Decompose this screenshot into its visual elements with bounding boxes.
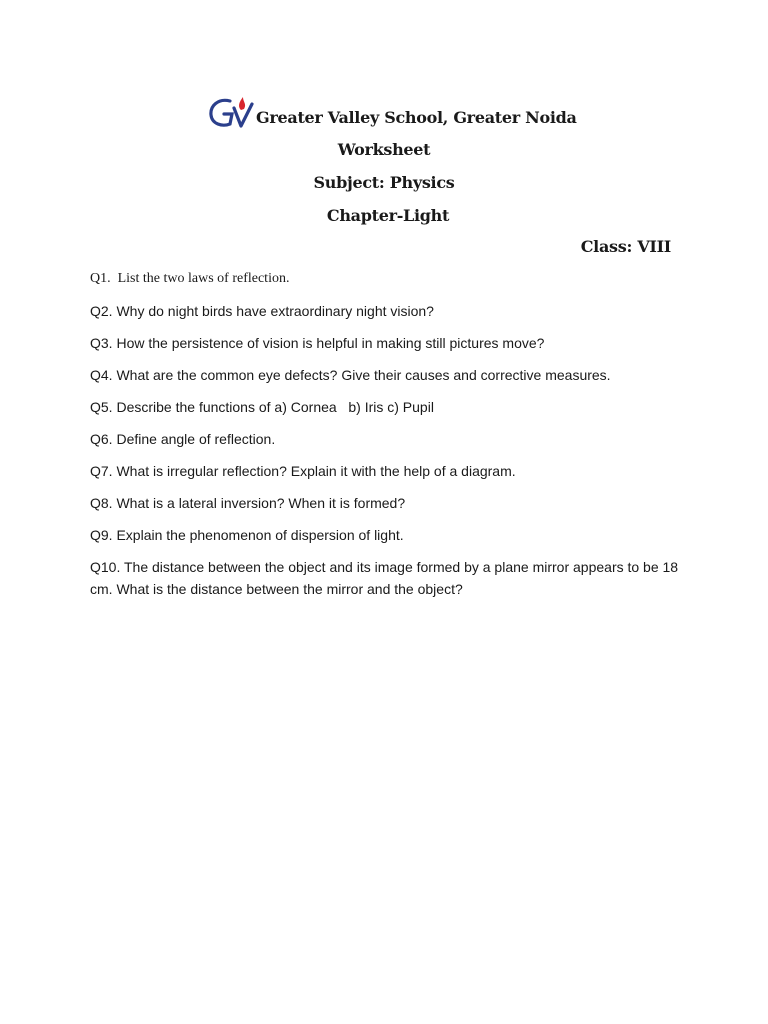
question-item: Q3. How the persistence of vision is helpful in making still pictures move?	[90, 335, 545, 351]
worksheet-title: Worksheet	[337, 140, 431, 159]
question-item: Q6. Define angle of reflection.	[90, 431, 276, 447]
question-item: Q5. Describe the functions of a) Cornea b) Iris c) Pupil	[90, 399, 434, 415]
question-item: Q8. What is a lateral inversion? When it is formed?	[90, 495, 406, 511]
question-item: Q2. Why do night birds have extraordinary night vision?	[90, 303, 434, 319]
school-logo-icon	[208, 96, 258, 130]
question-item: Q10. The distance between the object and its image formed by a plane mirror appears to be 18 cm. What is the distance between the mirror and the object?	[90, 559, 682, 597]
school-header	[208, 90, 577, 130]
question-list	[90, 268, 680, 610]
question-item: Q4. What are the common eye defects? Give their causes and corrective measures.	[90, 367, 611, 383]
class-label: Class: VIII	[580, 237, 671, 256]
question-item: Q1. List the two laws of reflection.	[90, 271, 290, 286]
school-name: Greater Valley School, Greater Noida	[256, 108, 577, 127]
chapter-title: Chapter-Light	[326, 206, 450, 225]
subject-title: Subject: Physics	[313, 173, 455, 192]
question-item: Q7. What is irregular reflection? Explain it with the help of a diagram.	[90, 463, 516, 479]
question-item: Q9. Explain the phenomenon of dispersion of light.	[90, 527, 404, 543]
